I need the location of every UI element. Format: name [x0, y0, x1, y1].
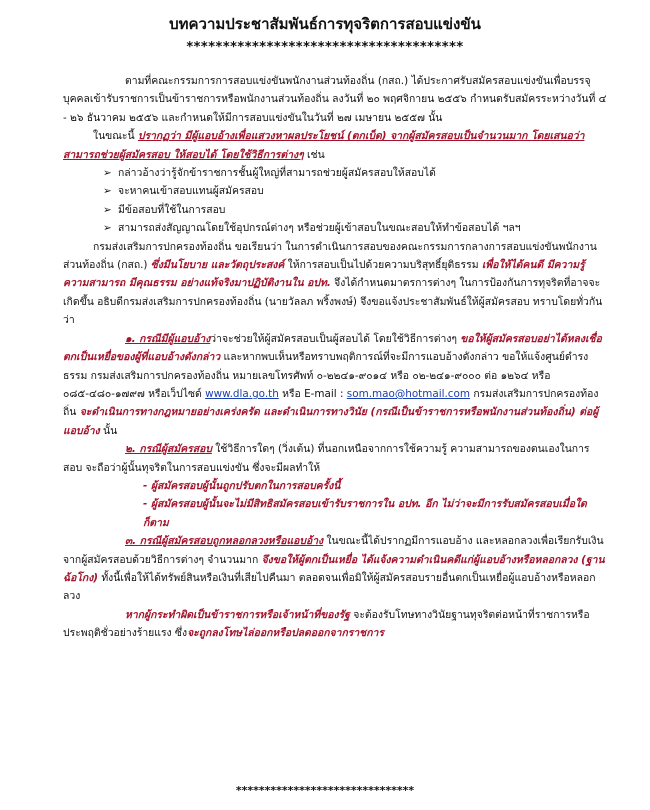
star-divider-top: **************************************: [186, 40, 464, 55]
warning-highlight: ปรากฏว่า มีผู้แอบอ้างเพื่อแสวงหาผลประโยชน์ (ตกเบ็ด) จากผู้สมัครสอบเป็นจำนวนมาก โดยเสนอว่าสามารถช่วยผู้สมัครสอบ ให้สอบได้ โดยใช้วิธีการต่างๆ: [63, 130, 585, 161]
case-3-highlight: จึงขอให้ผู้ตกเป็นเหยื่อ ได้แจ้งความดำเนินคดีแก่ผู้แอบอ้างหรือหลอกลวง (ฐานฉ้อโกง): [63, 553, 605, 584]
paragraph-penalty: หากผู้กระทำผิดเป็นข้าราชการหรือเจ้าหน้าที่ของรัฐ จะต้องรับโทษทางวินัยฐานทุจริตต่อหน้าที่ราชการหรือประพฤติชั่วอย่างร้ายแรง ซึ่งจะถูกลงโทษไล่ออกหรือปลดออกจากราชการ: [63, 608, 590, 640]
arrow-bullet-icon: ➢: [103, 203, 112, 216]
arrow-bullet-icon: ➢: [103, 185, 112, 198]
case-1-warning: ขอให้ผู้สมัครสอบอย่าได้หลงเชื่อตกเป็นเหยื่อของผู้ที่แอบอ้างดังกล่าว: [63, 332, 602, 364]
warning-tail: เช่น: [306, 148, 325, 161]
paragraph-case-1: ๑. กรณีมีผู้แอบอ้างว่าจะช่วยให้ผู้สมัครสอบเป็นผู้สอบได้ โดยใช้วิธีการต่างๆ ขอให้ผู้สมัครสอบอย่าได้หลงเชื่อตกเป็นเหยื่อของผู้ที่แอบอ้างดังกล่าว และหากพบเห็นหรือทราบพฤติการณ์ที่จะมีการแอบอ้างดังกล่าว ขอให้แจ้งศูนย์ดำรงธรรม กรมส่งเสริมการปกครองท้องถิ่น หมายเลขโทรศัพท์ ๐-๒๒๔๑-๙๐๑๔ หรือ ๐๒-๒๔๑-๙๐๐๐ ต่อ ๑๒๖๔ หรือ ๐๘๕-๔๘๐-๑๗๙๗ หรือเว็ปไซด์ www.dla.go.th หรือ E-mail : som.mao@hotmail.com กรมส่งเสริมการปกครองท้องถิ่น จะดำเนินการทางกฎหมายอย่างเคร่งครัด และดำเนินการทางวินัย (กรณีเป็นข้าราชการหรือพนักงานส่วนท้องถิ่น) ต่อผู้แอบอ้าง นั้น: [63, 332, 602, 437]
legal-action-highlight: จะดำเนินการทางกฎหมายอย่างเคร่งครัด และดำเนินการทางวินัย (กรณีเป็นข้าราชการหรือพนักงานส่วนท้องถิ่น) ต่อผู้แอบอ้าง: [63, 406, 599, 437]
policy-highlight: ซึ่งมีนโยบาย และวัตถุประสงค์: [150, 259, 285, 272]
document-body: [63, 72, 608, 643]
penalty-highlight: หากผู้กระทำผิดเป็นข้าราชการหรือเจ้าหน้าที่ของรัฐ: [125, 608, 350, 621]
email-link[interactable]: som.mao@hotmail.com: [346, 387, 471, 400]
dismissal-highlight: จะถูกลงโทษไล่ออกหรือปลดออกจากราชการ: [187, 627, 384, 640]
bullet-item: ➢ จะหาคนเข้าสอบแทนผู้สมัครสอบ: [63, 182, 608, 200]
website-link[interactable]: www.dla.go.th: [205, 387, 279, 400]
arrow-bullet-icon: ➢: [103, 222, 112, 235]
paragraph-warning: [63, 127, 608, 164]
bullet-item: ➢ กล่าวอ้างว่ารู้จักข้าราชการชั้นผู้ใหญ่ที่สามารถช่วยผู้สมัครสอบให้สอบได้: [63, 164, 608, 182]
paragraph-intro: ตามที่คณะกรรมการการสอบแข่งขันพนักงานส่วนท้องถิ่น (กสถ.) ได้ประกาศรับสมัครสอบแข่งขันเพื่อบรรจุบุคคลเข้ารับราชการเป็นข้าราชการหรือพนักงานส่วนท้องถิ่น ลงวันที่ ๒๐ พฤศจิกายน ๒๕๕๖ กำหนดรับสมัครระหว่างวันที่ ๔ - ๒๖ ธันวาคม ๒๕๕๖ และกำหนดให้มีการสอบแข่งขันในวันที่ ๒๗ เมษายน ๒๕๕๗ นั้น: [63, 75, 607, 124]
paragraph-policy: กรมส่งเสริมการปกครองท้องถิ่น ขอเรียนว่า ในการดำเนินการสอบของคณะกรรมการกลางการสอบแข่งขันพนักงานส่วนท้องถิ่น (กสถ.) ซึ่งมีนโยบาย และวัตถุประสงค์ ให้การสอบเป็นไปด้วยความบริสุทธิ์ยุติธรรม เพื่อให้ได้คนดี มีความรู้ ความสามารถ มีคุณธรรม อย่างแท้จริงมาปฏิบัติงานใน อปท. จึงได้กำหนดมาตรการต่างๆ ในการป้องกันการทุจริตที่อาจจะเกิดขึ้น อธิบดีกรมส่งเสริมการปกครองท้องถิ่น (นายวัลลภ พริ้งพงษ์) จึงขอแจ้งประชาสัมพันธ์ให้ผู้สมัครสอบ ทราบโดยทั่วกันว่า: [63, 240, 603, 327]
consequence-1: - ผู้สมัครสอบผู้นั้นถูกปรับตกในการสอบครั้งนี้: [143, 479, 341, 492]
warning-lead: ในขณะนี้: [93, 130, 135, 143]
star-divider-bottom: *******************************: [235, 784, 415, 797]
arrow-bullet-icon: ➢: [103, 167, 112, 180]
case-2-heading: ๒. กรณีผู้สมัครสอบ: [125, 443, 212, 456]
goal-highlight: เพื่อให้ได้คนดี มีความรู้ ความสามารถ มีคุณธรรม อย่างแท้จริงมาปฏิบัติงานใน อปท.: [63, 259, 585, 290]
case-1-heading: ๑. กรณีมีผู้แอบอ้าง: [125, 332, 211, 345]
case-3-heading: ๓. กรณีผู้สมัครสอบถูกหลอกลวงหรือแอบอ้าง: [125, 535, 324, 548]
page-title: บทความประชาสัมพันธ์การทุจริตการสอบแข่งขัน: [169, 15, 481, 33]
bullet-item: ➢ สามารถส่งสัญญาณโดยใช้อุปกรณ์ต่างๆ หรือช่วยผู้เข้าสอบในขณะสอบให้ทำข้อสอบได้ ฯลฯ: [63, 219, 608, 237]
paragraph-case-3: ๓. กรณีผู้สมัครสอบถูกหลอกลวงหรือแอบอ้าง ในขณะนี้ได้ปรากฏมีการแอบอ้าง และหลอกลวงเพื่อเรียกรับเงินจากผู้สมัครสอบด้วยวิธีการต่างๆ จำนวนมาก จึงขอให้ผู้ตกเป็นเหยื่อ ได้แจ้งความดำเนินคดีแก่ผู้แอบอ้างหรือหลอกลวง (ฐานฉ้อโกง) ทั้งนี้เพื่อให้ได้ทรัพย์สินหรือเงินที่เสียไปคืนมา ตลอดจนเพื่อมิให้ผู้สมัครสอบรายอื่นตกเป็นเหยื่อผู้แอบอ้างหรือหลอกลวง: [63, 535, 605, 603]
paragraph-case-2: ๒. กรณีผู้สมัครสอบ ใช้วิธีการใดๆ (วิ่งเต้น) ที่นอกเหนือจากการใช้ความรู้ ความสามารถของตนเองในการสอบ จะถือว่าผู้นั้นทุจริตในการสอบแข่งขัน ซึ่งจะมีผลทำให้: [63, 443, 590, 474]
consequence-2: - ผู้สมัครสอบผู้นั้นจะไม่มีสิทธิสมัครสอบเข้ารับราชการใน อปท. อีก ไม่ว่าจะมีการรับสมัครสอบเมื่อใดก็ตาม: [143, 498, 587, 529]
bullet-item: ➢ มีข้อสอบที่ใช้ในการสอบ: [63, 201, 608, 219]
